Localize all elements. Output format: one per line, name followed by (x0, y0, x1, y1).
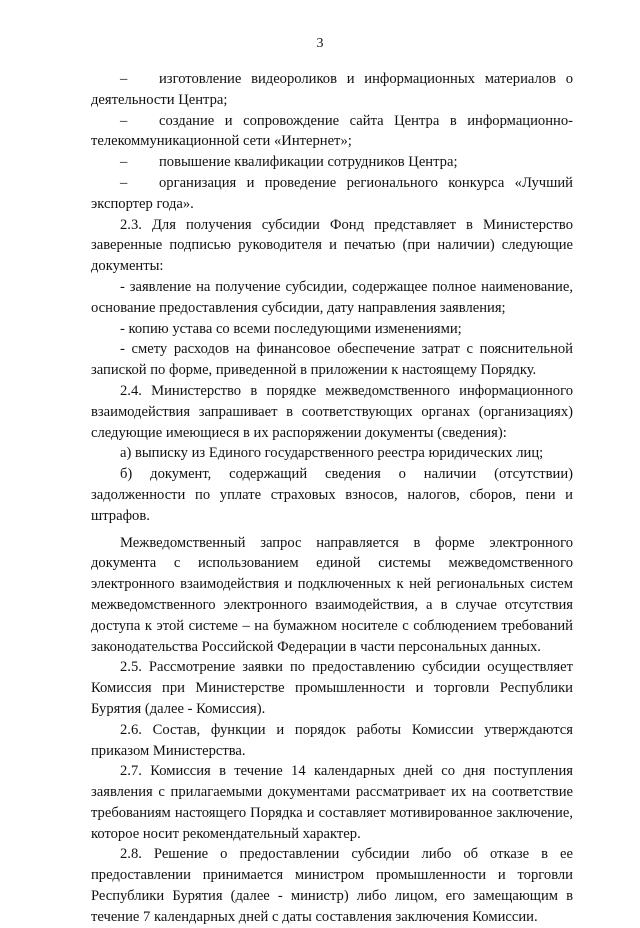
doc-item: - копию устава со всеми последующими изменениями; (120, 320, 462, 337)
dash-marker: – (120, 71, 128, 87)
list-item (91, 111, 573, 153)
list-item (91, 173, 573, 215)
list-item-text: изготовление видеороликов и информационных материалов о (159, 71, 573, 87)
document-body (91, 69, 573, 928)
page-number: 3 (316, 36, 324, 51)
paragraph-2-4-a: а) выписку из Единого государственного реестра юридических лиц; (120, 445, 544, 462)
paragraph-2-8: 2.8. Решение о предоставлении субсидии либо об отказе в ее предоставлении принимается министром промышленности и торговли Республики Бурятия (далее - министр) либо лицом, его замещающим в течение 7 календарных дней с даты составления заключения Комиссии. (91, 846, 573, 925)
list-item-continuation: деятельности Центра; (91, 91, 228, 108)
list-item-continuation: экспортер года». (91, 195, 194, 212)
paragraph-interagency-request: Межведомственный запрос направляется в форме электронного документа с использованием единой системы межведомственного электронного взаимодействия и подключенных к ней региональных систем межведомственного электронного взаимодействия, а в случае отсутствия доступа к этой системе – на бумажном носителе с соблюдением требований законодательства Российской Федерации в части персональных данных. (91, 534, 573, 655)
list-item-text: организация и проведение регионального конкурса «Лучший (159, 174, 573, 191)
doc-item: - заявление на получение субсидии, содержащее полное наименование, основание предоставления субсидии, дату направления заявления; (91, 278, 573, 316)
paragraph-2-4-b: б) документ, содержащий сведения о наличии (отсутствии) задолженности по уплате страховых взносов, налогов, сборов, пени и штрафов. (91, 466, 573, 524)
dash-marker: – (120, 154, 128, 171)
paragraph-2-6: 2.6. Состав, функции и порядок работы Комиссии утверждаются приказом Министерства. (91, 721, 573, 759)
list-item (91, 152, 573, 173)
list-item-continuation: телекоммуникационной сети «Интернет»; (91, 133, 352, 150)
list-item-text: создание и сопровождение сайта Центра в информационно- (159, 112, 573, 129)
doc-item: - смету расходов на финансовое обеспечение затрат с пояснительной запиской по форме, приведенной в приложении к настоящему Порядку. (91, 341, 573, 379)
paragraph-2-7: 2.7. Комиссия в течение 14 календарных дней со дня поступления заявления с прилагаемыми документами рассматривает их на соответствие требованиям настоящего Порядка и составляет мотивированное заключение, которое носит рекомендательный характер. (91, 763, 573, 842)
list-item (91, 69, 573, 111)
dash-marker: – (120, 112, 128, 129)
dash-list (91, 69, 573, 215)
paragraph-2-3: 2.3. Для получения субсидии Фонд представляет в Министерство заверенные подписью руководителя и печатью (при наличии) следующие документы: (91, 216, 573, 275)
list-item-text: повышение квалификации сотрудников Центра; (159, 154, 458, 171)
dash-marker: – (120, 174, 128, 191)
paragraph-2-4: 2.4. Министерство в порядке межведомственного информационного взаимодействия запрашивает в соответствующих органах (организациях) следующие имеющиеся в их распоряжении документы (сведения): (91, 382, 573, 441)
paragraph-2-5: 2.5. Рассмотрение заявки по предоставлению субсидии осуществляет Комиссия при Министерстве промышленности и торговли Республики Бурятия (далее - Комиссия). (91, 659, 573, 717)
